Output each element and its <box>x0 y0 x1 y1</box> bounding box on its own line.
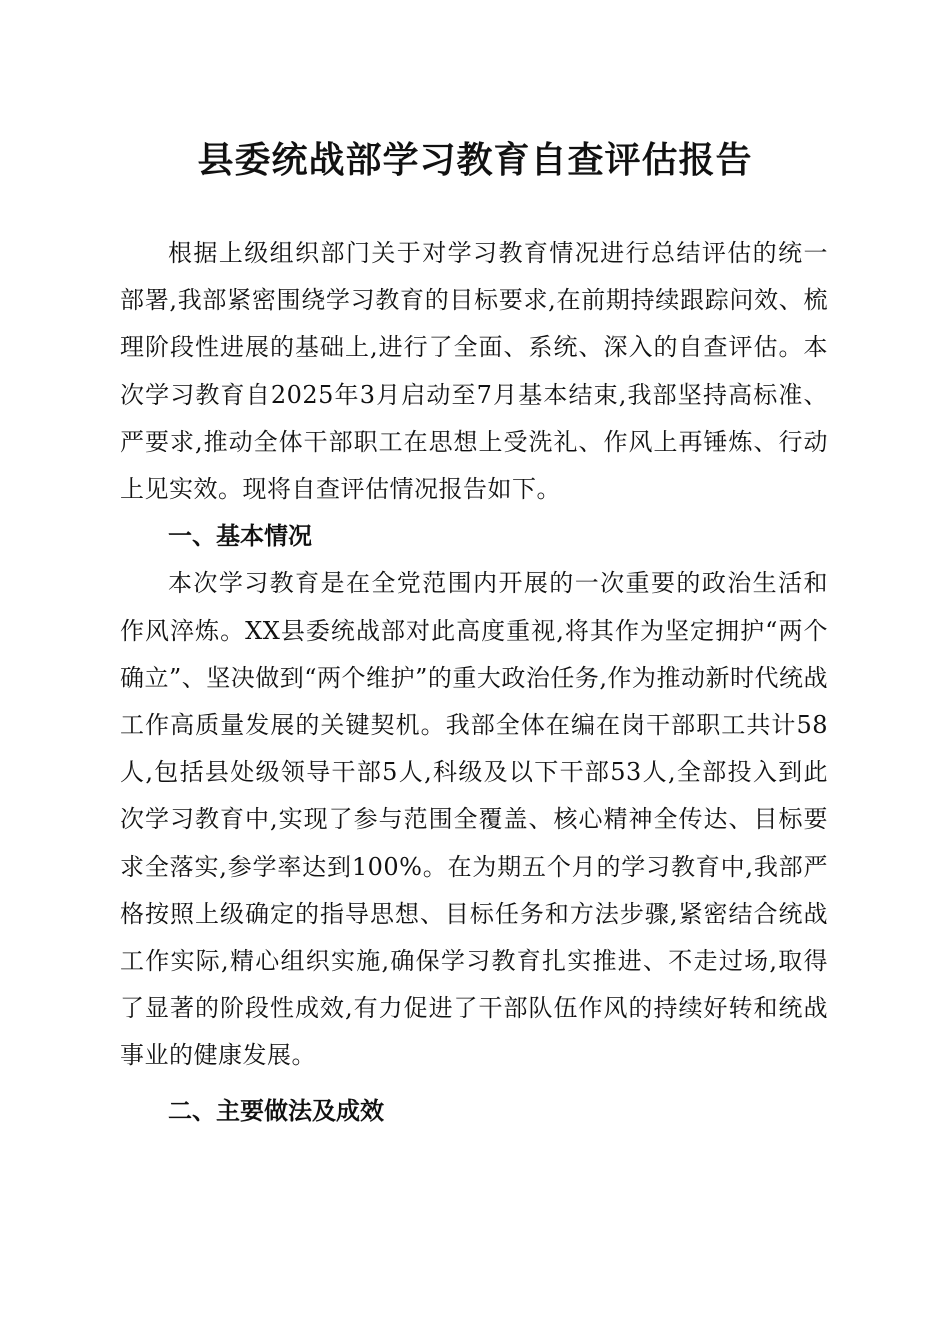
section-paragraph-basic-situation: 本次学习教育是在全党范围内开展的一次重要的政治生活和作风淬炼。XX县委统战部对此高度重视,将其作为坚定拥护“两个确立”、坚决做到“两个维护”的重大政治任务,作为推动新时代统战工作高质量发展的关键契机。我部全体在编在岗干部职工共计58人,包括县处级领导干部5人,科级及以下干部53人,全部投入到此次学习教育中,实现了参与范围全覆盖、核心精神全传达、目标要求全落实,参学率达到100%。在为期五个月的学习教育中,我部严格按照上级确定的指导思想、目标任务和方法步骤,紧密结合统战工作实际,精心组织实施,确保学习教育扎实推进、不走过场,取得了显著的阶段性成效,有力促进了干部队伍作风的持续好转和统战事业的健康发展。 <box>120 569 828 1070</box>
intro-paragraph: 根据上级组织部门关于对学习教育情况进行总结评估的统一部署,我部紧密围绕学习教育的目标要求,在前期持续跟踪问效、梳理阶段性进展的基础上,进行了全面、系统、深入的自查评估。本次学习教育自2025年3月启动至7月基本结束,我部坚持高标准、严要求,推动全体干部职工在思想上受洗礼、作风上再锤炼、行动上见实效。现将自查评估情况报告如下。 <box>120 239 828 504</box>
section-heading-main-practices: 二、主要做法及成效 <box>168 1096 384 1125</box>
section-heading-basic-situation: 一、基本情况 <box>168 522 312 551</box>
document-body <box>120 230 828 1135</box>
document-title: 县委统战部学习教育自查评估报告 <box>197 139 753 181</box>
